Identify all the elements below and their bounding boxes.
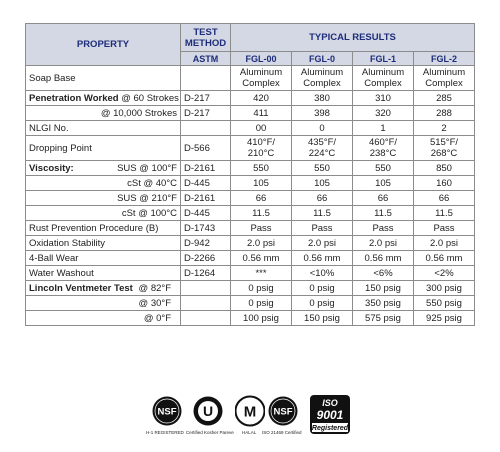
result-value: 850	[436, 162, 452, 174]
result-cell	[353, 296, 414, 311]
property-label: Soap Base	[29, 72, 76, 84]
table-row	[26, 251, 475, 266]
result-cell	[353, 281, 414, 296]
result-value: 0.56 mm	[303, 252, 341, 264]
iso-line3: Registered	[311, 425, 349, 433]
result-value: 2	[441, 122, 447, 134]
property-label-bold: Viscosity:	[29, 162, 74, 174]
iso-9001-logo	[309, 394, 351, 441]
result-value: 224°C	[308, 148, 336, 159]
result-cell	[231, 236, 292, 251]
table-row	[26, 266, 475, 281]
result-cell	[292, 236, 353, 251]
property-label: SUS @ 210°F	[117, 192, 177, 204]
table-row	[26, 66, 475, 91]
astm-method-cell: D-217	[181, 106, 231, 121]
result-cell	[414, 221, 475, 236]
result-cell	[292, 161, 353, 176]
property-label: NLGI No.	[29, 122, 69, 134]
iso-line2: 9001	[316, 408, 344, 422]
result-cell	[231, 266, 292, 281]
property-cell	[26, 106, 181, 121]
property-label-bold: Lincoln Ventmeter Test	[29, 282, 133, 294]
result-cell	[231, 281, 292, 296]
result-cell	[353, 161, 414, 176]
nsf-iso-logo	[262, 394, 302, 435]
result-cell	[414, 121, 475, 136]
astm-method-cell: D-942	[181, 236, 231, 251]
nsf-iso-caption: ISO 21469 Certified	[262, 430, 302, 435]
result-cell	[231, 221, 292, 236]
result-cell	[292, 66, 353, 91]
nsf-seal-icon	[268, 394, 298, 428]
property-cell	[26, 296, 181, 311]
result-value: 550 psig	[426, 297, 462, 309]
result-cell	[414, 206, 475, 221]
result-cell	[231, 251, 292, 266]
property-label: Oxidation Stability	[29, 237, 106, 249]
result-value: 285	[436, 92, 452, 104]
property-label: cSt @ 100°C	[121, 207, 177, 219]
header-row-1	[26, 24, 475, 52]
result-value: 100 psig	[243, 312, 279, 324]
result-value: 460°F/	[368, 137, 398, 148]
result-cell	[353, 121, 414, 136]
table-row	[26, 206, 475, 221]
result-cell	[414, 251, 475, 266]
property-cell	[26, 91, 181, 106]
result-cell	[231, 296, 292, 311]
result-value: 0 psig	[248, 282, 274, 294]
result-cell	[231, 161, 292, 176]
result-cell	[353, 266, 414, 281]
product-header: FGL-00	[231, 52, 292, 66]
astm-method-cell: D-1264	[181, 266, 231, 281]
result-cell	[292, 266, 353, 281]
table-row	[26, 121, 475, 136]
astm-method-cell: D-2266	[181, 251, 231, 266]
result-value: Pass	[433, 222, 455, 234]
kosher-logo	[186, 394, 234, 435]
result-cell	[231, 121, 292, 136]
result-value: 398	[314, 107, 330, 119]
property-label: @ 30°F	[138, 297, 171, 309]
property-label: 4-Ball Wear	[29, 252, 79, 264]
result-cell	[231, 66, 292, 91]
property-header: PROPERTY	[26, 24, 181, 66]
nsf-logo-text: NSF	[273, 406, 293, 418]
property-cell	[26, 191, 181, 206]
result-cell	[414, 176, 475, 191]
result-cell	[231, 176, 292, 191]
result-cell	[353, 91, 414, 106]
property-cell	[26, 311, 181, 326]
table-row	[26, 176, 475, 191]
result-value: ***	[255, 267, 267, 279]
result-value: 11.5	[252, 207, 270, 219]
result-cell	[231, 91, 292, 106]
result-cell	[292, 281, 353, 296]
result-cell	[414, 311, 475, 326]
result-cell	[414, 91, 475, 106]
result-cell	[353, 176, 414, 191]
result-value: 66	[377, 192, 389, 204]
astm-method-cell: D-1743	[181, 221, 231, 236]
result-value: Complex	[242, 78, 280, 89]
result-value: 2.0 psi	[369, 237, 397, 249]
property-label: Rust Prevention Procedure (B)	[29, 222, 159, 234]
astm-header: ASTM	[181, 52, 231, 66]
result-value: 0.56 mm	[242, 252, 280, 264]
kosher-caption: Certified Kosher Pareve	[186, 430, 234, 435]
property-label: @ 82°F	[138, 282, 171, 294]
result-cell	[353, 221, 414, 236]
result-value: Pass	[250, 222, 272, 234]
result-value: 238°C	[369, 148, 397, 159]
result-value: 160	[436, 177, 452, 189]
nsf-h1-caption: H-1 REGISTERED	[146, 430, 184, 435]
result-value: 0 psig	[309, 282, 335, 294]
nsf-seal-icon	[152, 394, 182, 428]
result-cell	[414, 191, 475, 206]
table-row	[26, 106, 475, 121]
result-value: 515°F/	[429, 137, 459, 148]
result-value: 11.5	[313, 207, 331, 219]
result-value: 2.0 psi	[308, 237, 336, 249]
result-value: 925 psig	[426, 312, 462, 324]
result-value: 420	[253, 92, 269, 104]
result-value: 11.5	[374, 207, 392, 219]
property-label: Water Washout	[29, 267, 94, 279]
property-cell	[26, 221, 181, 236]
result-value: 575 psig	[365, 312, 401, 324]
result-value: Complex	[303, 78, 341, 89]
iso-badge-icon	[309, 394, 351, 436]
result-value: 550	[253, 162, 269, 174]
result-value: 105	[253, 177, 269, 189]
result-value: 66	[438, 192, 450, 204]
property-label: @ 0°F	[143, 312, 171, 324]
halal-logo	[235, 394, 265, 433]
result-value: 105	[375, 177, 391, 189]
product-header: FGL-2	[414, 52, 475, 66]
property-cell	[26, 236, 181, 251]
astm-method-cell	[181, 66, 231, 91]
result-value: 411	[253, 107, 269, 119]
astm-method-cell	[181, 281, 231, 296]
result-cell	[353, 236, 414, 251]
kosher-seal-icon	[192, 394, 224, 428]
property-cell	[26, 136, 181, 161]
result-cell	[292, 206, 353, 221]
result-value: 310	[375, 92, 391, 104]
result-value: 435°F/	[307, 137, 337, 148]
table-row	[26, 91, 475, 106]
result-cell	[292, 91, 353, 106]
result-value: 2.0 psi	[247, 237, 275, 249]
property-label: SUS @ 100°F	[117, 162, 177, 174]
result-value: 66	[255, 192, 267, 204]
properties-table	[25, 23, 475, 326]
property-cell	[26, 266, 181, 281]
astm-method-cell: D-217	[181, 91, 231, 106]
result-cell	[353, 251, 414, 266]
property-cell	[26, 66, 181, 91]
astm-method-cell	[181, 121, 231, 136]
result-value: <10%	[309, 267, 335, 279]
astm-method-cell	[181, 311, 231, 326]
result-value: 268°C	[430, 148, 458, 159]
result-value: 00	[255, 122, 267, 134]
result-value: Complex	[364, 78, 402, 89]
result-value: 320	[375, 107, 391, 119]
table-body	[26, 66, 475, 326]
result-cell	[353, 191, 414, 206]
result-cell	[231, 311, 292, 326]
result-cell	[353, 136, 414, 161]
result-cell	[414, 66, 475, 91]
result-value: 0	[319, 122, 325, 134]
test-method-header: TEST METHOD	[181, 24, 231, 52]
result-cell	[292, 136, 353, 161]
astm-method-cell: D-445	[181, 176, 231, 191]
property-cell	[26, 121, 181, 136]
nsf-logo-text: NSF	[157, 406, 177, 418]
result-value: 550	[375, 162, 391, 174]
halal-caption: HALAL	[242, 430, 257, 435]
result-value: 350 psig	[365, 297, 401, 309]
table-row	[26, 281, 475, 296]
result-cell	[353, 106, 414, 121]
result-cell	[292, 311, 353, 326]
result-cell	[414, 161, 475, 176]
property-label-bold: Penetration Worked	[29, 92, 119, 104]
table-row	[26, 191, 475, 206]
property-label: @ 10,000 Strokes	[100, 107, 177, 119]
result-value: 288	[436, 107, 452, 119]
property-cell	[26, 206, 181, 221]
result-value: 380	[314, 92, 330, 104]
table-row	[26, 311, 475, 326]
result-cell	[353, 206, 414, 221]
result-value: Aluminum	[422, 67, 466, 78]
result-value: 410°F/	[246, 137, 276, 148]
kosher-logo-text: U	[202, 403, 214, 419]
property-cell	[26, 251, 181, 266]
result-cell	[292, 251, 353, 266]
result-value: 300 psig	[426, 282, 462, 294]
property-cell	[26, 281, 181, 296]
table-row	[26, 296, 475, 311]
result-cell	[231, 136, 292, 161]
result-value: 105	[314, 177, 330, 189]
result-cell	[231, 191, 292, 206]
result-cell	[231, 106, 292, 121]
result-value: Pass	[311, 222, 333, 234]
result-value: 210°C	[247, 148, 275, 159]
result-value: 11.5	[435, 207, 453, 219]
result-value: Aluminum	[361, 67, 405, 78]
property-label: @ 60 Strokes	[118, 92, 179, 104]
result-value: 0.56 mm	[364, 252, 402, 264]
table-row	[26, 161, 475, 176]
result-value: 2.0 psi	[430, 237, 458, 249]
property-cell	[26, 161, 181, 176]
typical-results-header: TYPICAL RESULTS	[231, 24, 475, 52]
nsf-h1-logo	[146, 394, 184, 435]
result-value: <2%	[434, 267, 454, 279]
iso-line1: ISO	[322, 398, 338, 408]
result-cell	[414, 136, 475, 161]
property-label: Dropping Point	[29, 142, 92, 154]
result-cell	[292, 121, 353, 136]
result-value: Aluminum	[239, 67, 283, 78]
result-value: Aluminum	[300, 67, 344, 78]
certification-logos	[0, 394, 500, 444]
result-cell	[292, 191, 353, 206]
result-cell	[231, 206, 292, 221]
result-cell	[414, 106, 475, 121]
result-cell	[353, 311, 414, 326]
result-cell	[414, 266, 475, 281]
result-value: 66	[316, 192, 328, 204]
result-value: 0 psig	[248, 297, 274, 309]
property-cell	[26, 176, 181, 191]
result-value: 0 psig	[309, 297, 335, 309]
astm-method-cell: D-2161	[181, 161, 231, 176]
result-cell	[292, 296, 353, 311]
result-value: 550	[314, 162, 330, 174]
result-value: 1	[380, 122, 386, 134]
result-cell	[414, 296, 475, 311]
astm-method-cell	[181, 296, 231, 311]
product-header: FGL-1	[353, 52, 414, 66]
result-value: 150 psig	[365, 282, 401, 294]
result-cell	[292, 176, 353, 191]
product-header: FGL-0	[292, 52, 353, 66]
table-row	[26, 221, 475, 236]
table-row	[26, 136, 475, 161]
result-value: 150 psig	[304, 312, 340, 324]
halal-logo-text: M	[243, 403, 257, 421]
result-cell	[414, 281, 475, 296]
result-value: Complex	[425, 78, 463, 89]
result-cell	[292, 106, 353, 121]
result-value: <6%	[373, 267, 393, 279]
astm-method-cell: D-445	[181, 206, 231, 221]
table-row	[26, 236, 475, 251]
halal-seal-icon	[235, 394, 265, 428]
astm-method-cell: D-566	[181, 136, 231, 161]
result-value: 0.56 mm	[425, 252, 463, 264]
result-value: Pass	[372, 222, 394, 234]
astm-method-cell: D-2161	[181, 191, 231, 206]
result-cell	[353, 66, 414, 91]
property-label: cSt @ 40°C	[127, 177, 177, 189]
result-cell	[292, 221, 353, 236]
result-cell	[414, 236, 475, 251]
